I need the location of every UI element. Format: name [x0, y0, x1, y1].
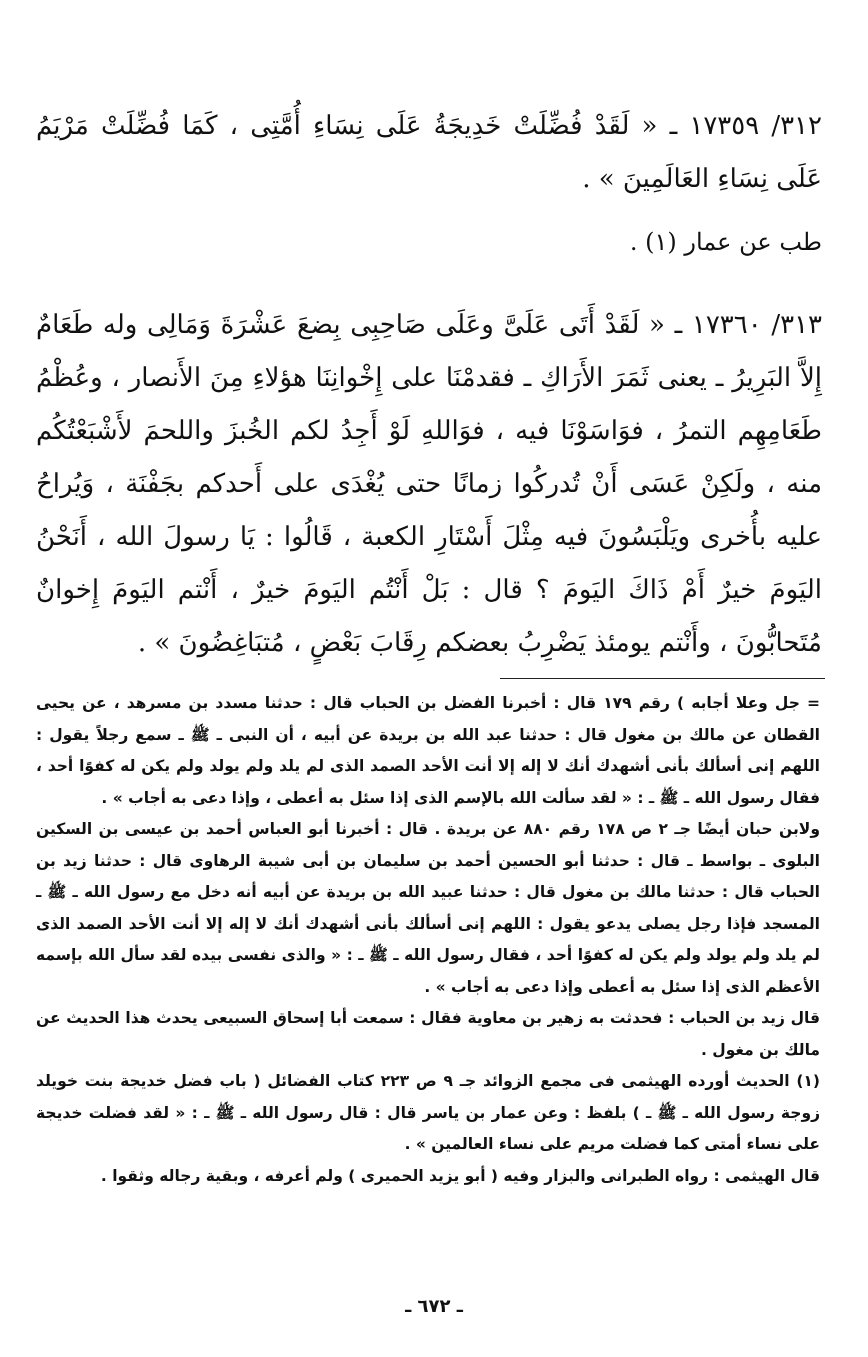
main-text	[36, 100, 822, 670]
page-number: ـ ٦٧٢ ـ	[405, 1296, 463, 1317]
hadith-312-source: طب عن عمار (١) .	[629, 228, 822, 256]
footnote-zayd: قال زيد بن الحباب : فحدثت به زهير بن معاوية فقال : سمعت أبا إسحاق السبيعى يحدث هذا الحديث عن مالك بن مغول .	[36, 1009, 820, 1059]
footnote-haythami: قال الهيثمى : رواه الطبرانى والبزار وفيه ( أبو يزيد الحميرى ) ولم أعرفه ، وبقية رجاله وثقوا .	[100, 1166, 820, 1185]
footnote-divider	[500, 678, 825, 679]
footnote-continuation: = جل وعلا أجابه ) رقم ١٧٩ قال : أخبرنا الفضل بن الحباب قال : حدثنا مسدد بن مسرهد ، عن يحيى القطان عن مالك بن مغول قال : حدثنا عبد الله بن بريدة عن أبيه ، أن النبى ـ ﷺ ـ سمع رجلاً يقول : اللهم إنى أسألك بأنى أشهدك أنك لا إله إلا أنت الأحد الصمد الذى لم يلد ولم يولد ولم يكن له كفوًا أحد ، فقال رسول الله ـ ﷺ ـ : « لقد سألت الله بالإسم الذى إذا سئل به أعطى ، وإذا دعى به أجاب » .	[36, 694, 820, 807]
footnote-ibn-hibban: ولابن حبان أيضًا جـ ٢ ص ١٧٨ رقم ٨٨٠ عن بريدة . قال : أخبرنا أبو العباس أحمد بن عيسى بن السكين البلوى ـ بواسط ـ قال : حدثنا أبو الحسين أحمد بن سليمان بن أبى شيبة الرهاوى قال : حدثنا زيد بن الحباب قال : حدثنا مالك بن مغول قال : حدثنا عبيد الله بن بريدة عن أبيه أنه دخل مع رسول الله ـ ﷺ ـ المسجد فإذا رجل يصلى يدعو يقول : اللهم إنى أسألك بأنى أشهدك أنك لا إله إلا أنت الأحد الصمد الذى لم يلد ولم يولد ولم يكن له كفوًا أحد ، فقال رسول الله ـ ﷺ ـ : « والذى نفسى بيده لقد سأل الله بإسمه الأعظم الذى إذا سئل به أعطى وإذا دعى به أجاب » .	[36, 820, 820, 996]
hadith-312: ٣١٢/ ١٧٣٥٩ ـ « لَقَدْ فُضِّلَتْ خَدِيجَةُ عَلَى نِسَاءِ أُمَّتِى ، كَمَا فُضِّلَتْ مَرْيَمُ عَلَى نِسَاءِ العَالَمِينَ » .	[36, 111, 822, 194]
footnotes	[36, 688, 820, 1192]
hadith-313: ٣١٣/ ١٧٣٦٠ ـ « لَقَدْ أَتَى عَلَىَّ وعَلَى صَاحِبِى بِضعَ عَشْرَةَ وَمَالِى وله طَعَامٌ إِلاَّ البَرِيرُ ـ يعنى ثَمَرَ الأَرَاكِ ـ فقدمْنَا على إِخْوانِنَا هؤلاءِ مِنَ الأَنصار ، وعُظْمُ طَعَامِهِم التمرُ ، فوَاسَوْنَا فيه ، فوَاللهِ لَوْ أَجِدُ لكم الخُبزَ واللحمَ لأَشْبَعْتُكُم منه ، ولَكِنْ عَسَى أَنْ تُدركُوا زمانًا حتى يُغْدَى على أَحدكم بجَفْنَة ، وَيُراحُ عليه بأُخرى ويَلْبَسُونَ فيه مِثْلَ أَسْتَارِ الكعبة ، قَالُوا : يَا رسولَ الله ، أَنَحْنُ اليَومَ خيرٌ أَمْ ذَاكَ اليَومَ ؟ قال : بَلْ أَنْتُم اليَومَ خيرٌ ، أَنْتم اليَومَ إِخوانٌ مُتَحابُّونَ ، وأَنْتم يومئذ يَضْرِبُ بعضكم رِقَابَ بَعْضٍ ، مُتبَاغِضُونَ » .	[36, 310, 823, 658]
footnote-1: (١) الحديث أورده الهيثمى فى مجمع الزوائد جـ ٩ ص ٢٢٣ كتاب الفضائل ( باب فضل خديجة بنت خويلد زوجة رسول الله ـ ﷺ ـ ) بلفظ : وعن عمار بن ياسر قال : قال رسول الله ـ ﷺ ـ : « لقد فضلت خديجة على نساء أمتى كما فضلت مريم على نساء العالمين » .	[36, 1072, 820, 1153]
